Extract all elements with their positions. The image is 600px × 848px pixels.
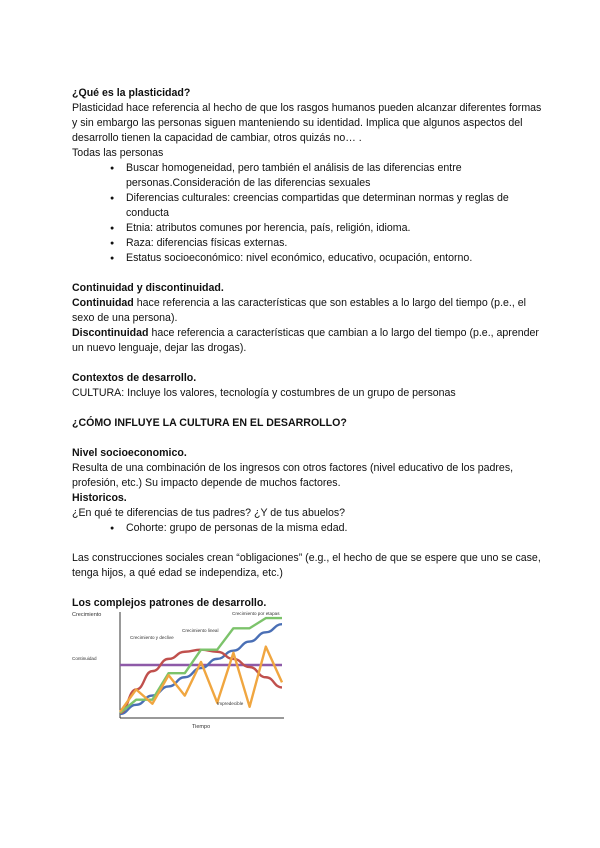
list-item: ● Raza: diferencias físicas externas. [72,236,542,251]
annotation-continuidad: Continuidad [72,656,97,661]
annotation-declive: Crecimiento y declive [130,635,174,640]
document-body [72,86,542,611]
discontinuidad-term: Discontinuidad [72,327,149,339]
plasticidad-paragraph: Plasticidad hace referencia al hecho de que los rasgos humanos pueden alcanzar diferentes formas y sin embargo las personas siguen manteniendo su identidad. Implica que algunos aspectos del desarrollo tienen la capacidad de cambiar, otros quizás no… . [72,102,542,144]
plasticidad-heading: ¿Qué es la plasticidad? [72,87,191,99]
historicos-question: ¿En qué te diferencias de tus padres? ¿Y de tus abuelos? [72,507,346,519]
historicos-list [72,521,542,536]
plasticidad-list [72,161,542,266]
discontinuidad-paragraph [72,326,542,356]
annotation-impredecible: Impredecible [217,701,244,706]
nivel-heading: Nivel socioeconomico. [72,447,187,459]
list-item: ● Buscar homogeneidad, pero también el análisis de las diferencias entre personas.Consideración de las diferencias sexuales [72,161,542,191]
list-item: ● Etnia: atributos comunes por herencia, país, religión, idioma. [72,221,542,236]
contextos-text: CULTURA: Incluye los valores, tecnología y costumbres de un grupo de personas [72,387,456,399]
development-patterns-chart [72,604,287,734]
historicos-heading: Historicos. [72,492,127,504]
construcciones-text: Las construcciones sociales crean “obligaciones” (e.g., el hecho de que se espere que uno se case, tenga hijos, a qué edad se independiza, etc.) [72,552,541,579]
todas-label: Todas las personas [72,147,164,159]
nivel-text: Resulta de una combinación de los ingresos con otros factores (nivel educativo de los padres, profesión, etc.) Su impacto depende de muchos factores. [72,462,514,489]
complejos-heading: Los complejos patrones de desarrollo. [72,597,267,609]
continuidad-text: hace referencia a las características que son estables a lo largo del tiempo (p.e., el sexo de una persona). [72,297,526,324]
cultura-heading: ¿CÓMO INFLUYE LA CULTURA EN EL DESARROLLO? [72,417,347,429]
continuidad-heading: Continuidad y discontinuidad. [72,282,224,294]
list-item: ● Estatus socioeconómico: nivel económico, educativo, ocupación, entorno. [72,251,542,266]
continuidad-paragraph [72,296,542,326]
annotation-etapas: Crecimiento por etapas [232,611,280,616]
continuidad-term: Continuidad [72,297,134,309]
discontinuidad-text: hace referencia a características que cambian a lo largo del tiempo (p.e., aprender un nuevo lenguaje, dejar las drogas). [72,327,539,354]
x-axis-label: Tiempo [192,724,211,730]
contextos-heading: Contextos de desarrollo. [72,372,197,384]
y-axis-label: Crecimiento [72,612,102,618]
list-item: ● Diferencias culturales: creencias compartidas que determinan normas y reglas de conducta [72,191,542,221]
list-item: ● Cohorte: grupo de personas de la misma edad. [72,521,542,536]
annotation-lineal: Crecimiento lineal [182,628,219,633]
